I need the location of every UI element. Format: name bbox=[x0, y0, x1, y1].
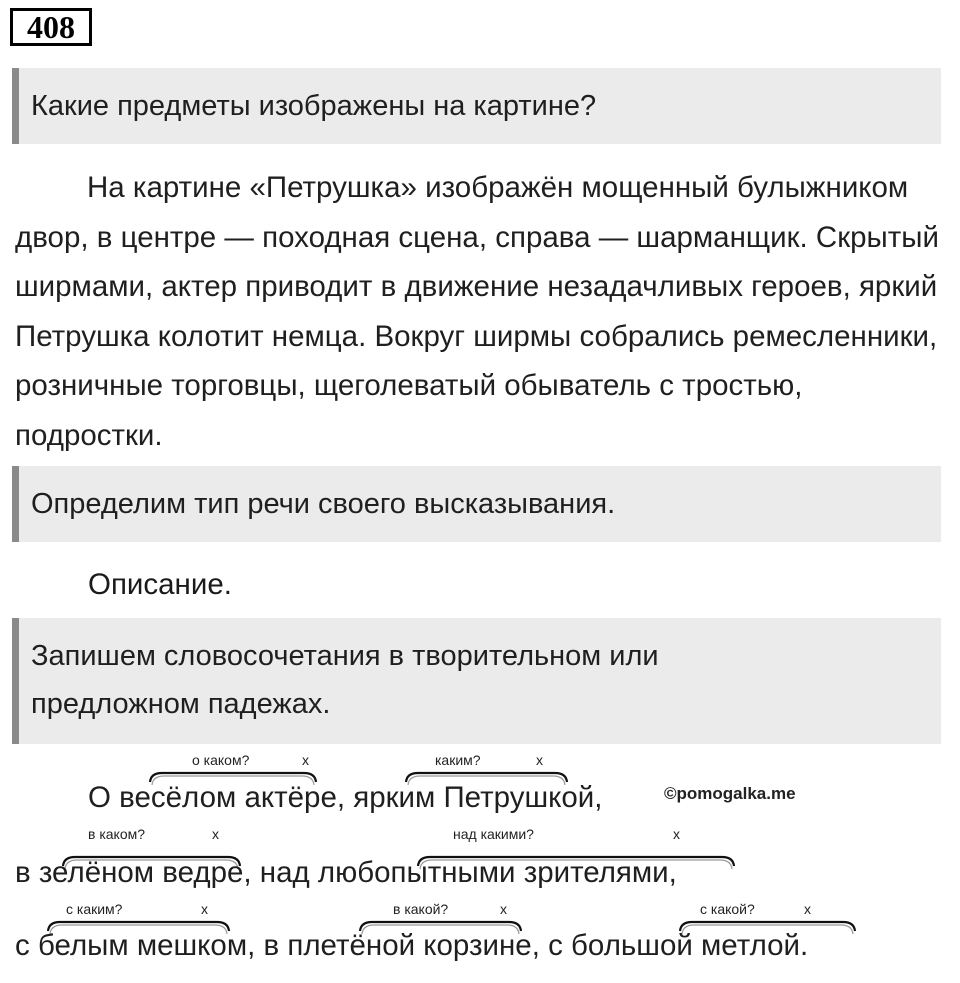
question-1: Какие предметы изображены на картине? bbox=[12, 68, 941, 144]
question-3-line-1: Запишем словосочетания в творительном или bbox=[31, 640, 659, 672]
answer-2: Описание. bbox=[88, 568, 232, 601]
label-x-1: х bbox=[302, 752, 309, 768]
label-q-1: о каком? bbox=[192, 752, 250, 768]
label-x-3: х bbox=[212, 826, 219, 842]
question-2: Определим тип речи своего высказывания. bbox=[12, 466, 941, 542]
answer-1-paragraph: На картине «Петрушка» изображён мощенный булыжником двор, в центре — походная сцена, справа — шарманщик. Скрытый ширмами, актер приводит в движение незадачливых героев, яркий Петрушка колотит немца. Вокруг ширмы собрались ремесленники, розничные торговцы, щеголеватый обыватель с тростью, подростки. bbox=[15, 171, 939, 452]
label-q-3: в каком? bbox=[88, 826, 146, 842]
label-q-4: над какими? bbox=[453, 826, 534, 842]
label-x-5: х bbox=[201, 901, 208, 917]
label-x-7: х bbox=[804, 901, 811, 917]
label-q-6: в какой? bbox=[393, 901, 449, 917]
task-number: 408 bbox=[10, 8, 92, 46]
phrases-line-2: в зелёном ведре, над любопытными зрителями, bbox=[15, 856, 677, 889]
label-q-7: с какой? bbox=[700, 901, 755, 917]
phrases-line-1: О весёлом актёре, ярким Петрушкой, bbox=[88, 781, 603, 814]
label-x-2: х bbox=[536, 752, 543, 768]
label-q-5: с каким? bbox=[66, 901, 123, 917]
label-x-6: х bbox=[500, 901, 507, 917]
question-3-line-2: предложном падежах. bbox=[31, 688, 331, 720]
label-q-2: каким? bbox=[435, 752, 481, 768]
label-x-4: х bbox=[673, 826, 680, 842]
phrases-line-3: с белым мешком, в плетёной корзине, с большой метлой. bbox=[15, 929, 809, 962]
watermark: ©pomogalka.me bbox=[664, 784, 796, 803]
